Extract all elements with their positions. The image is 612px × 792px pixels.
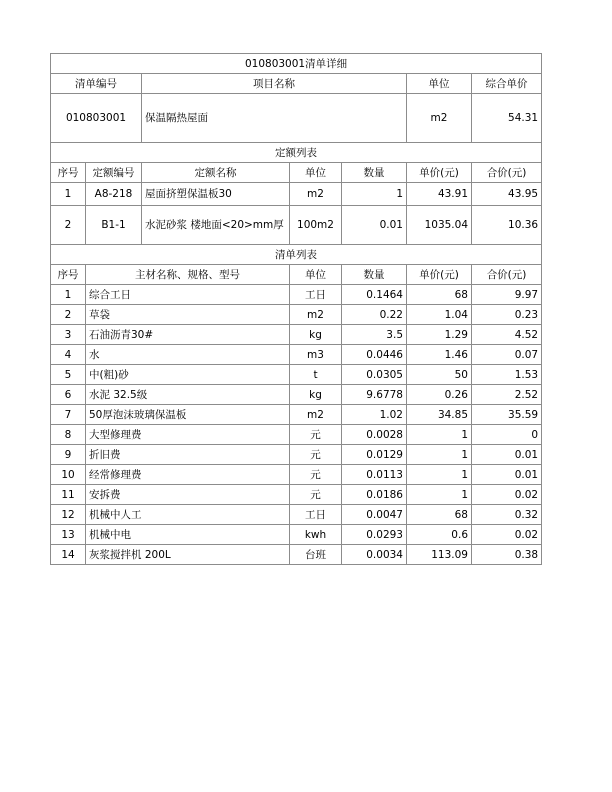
material-seq: 11 — [51, 485, 86, 505]
material-name: 折旧费 — [86, 445, 290, 465]
material-unit-price: 113.09 — [407, 545, 472, 565]
material-seq: 9 — [51, 445, 86, 465]
quota-qty-header: 数量 — [342, 163, 407, 183]
material-row — [51, 545, 542, 565]
list-price-header: 综合单价 — [472, 74, 542, 94]
material-qty: 0.0034 — [342, 545, 407, 565]
material-seq: 1 — [51, 285, 86, 305]
material-name: 草袋 — [86, 305, 290, 325]
material-unit: 元 — [290, 465, 342, 485]
material-unit: 元 — [290, 485, 342, 505]
material-seq: 8 — [51, 425, 86, 445]
material-total: 2.52 — [472, 385, 542, 405]
quota-code-header: 定额编号 — [86, 163, 142, 183]
quota-unit: 100m2 — [290, 206, 342, 245]
quota-section-title: 定额列表 — [51, 143, 542, 163]
material-unit-price: 1.46 — [407, 345, 472, 365]
quota-qty: 0.01 — [342, 206, 407, 245]
material-name: 中(粗)砂 — [86, 365, 290, 385]
material-unit-price: 50 — [407, 365, 472, 385]
list-name-header: 项目名称 — [142, 74, 407, 94]
material-name: 经常修理费 — [86, 465, 290, 485]
list-unit: m2 — [407, 94, 472, 143]
material-unit: kg — [290, 385, 342, 405]
quota-unit: m2 — [290, 183, 342, 206]
material-unit-price: 68 — [407, 285, 472, 305]
material-qty: 0.0186 — [342, 485, 407, 505]
material-row — [51, 305, 542, 325]
material-row — [51, 285, 542, 305]
quota-code: B1-1 — [86, 206, 142, 245]
material-seq: 14 — [51, 545, 86, 565]
material-total-header: 合价(元) — [472, 265, 542, 285]
quota-row — [51, 183, 542, 206]
material-qty: 0.0028 — [342, 425, 407, 445]
material-total: 0.01 — [472, 445, 542, 465]
quota-total: 10.36 — [472, 206, 542, 245]
material-name: 综合工日 — [86, 285, 290, 305]
quota-name: 屋面挤塑保温板30 — [142, 183, 290, 206]
material-qty: 9.6778 — [342, 385, 407, 405]
material-name-header: 主材名称、规格、型号 — [86, 265, 290, 285]
material-unit: m2 — [290, 305, 342, 325]
material-total: 0.02 — [472, 485, 542, 505]
quota-seq: 2 — [51, 206, 86, 245]
detail-table — [50, 53, 542, 565]
material-row — [51, 325, 542, 345]
material-row — [51, 505, 542, 525]
material-total: 9.97 — [472, 285, 542, 305]
material-row — [51, 485, 542, 505]
material-total: 0.32 — [472, 505, 542, 525]
material-seq: 12 — [51, 505, 86, 525]
material-seq: 7 — [51, 405, 86, 425]
material-name: 安拆费 — [86, 485, 290, 505]
material-qty: 0.1464 — [342, 285, 407, 305]
quota-row — [51, 206, 542, 245]
list-name: 保温隔热屋面 — [142, 94, 407, 143]
material-row — [51, 525, 542, 545]
material-unit-header: 单位 — [290, 265, 342, 285]
material-seq-header: 序号 — [51, 265, 86, 285]
quota-unit-header: 单位 — [290, 163, 342, 183]
list-unit-header: 单位 — [407, 74, 472, 94]
material-seq: 3 — [51, 325, 86, 345]
material-row — [51, 385, 542, 405]
material-qty: 0.0293 — [342, 525, 407, 545]
material-qty: 1.02 — [342, 405, 407, 425]
material-unit-price: 1.04 — [407, 305, 472, 325]
material-total: 4.52 — [472, 325, 542, 345]
material-total: 0 — [472, 425, 542, 445]
material-total: 0.07 — [472, 345, 542, 365]
material-unit-price: 68 — [407, 505, 472, 525]
material-unit-price: 1.29 — [407, 325, 472, 345]
material-row — [51, 465, 542, 485]
material-row — [51, 345, 542, 365]
quota-code: A8-218 — [86, 183, 142, 206]
quota-total-header: 合价(元) — [472, 163, 542, 183]
material-qty: 0.0446 — [342, 345, 407, 365]
material-qty: 0.0113 — [342, 465, 407, 485]
material-unit: kg — [290, 325, 342, 345]
material-unit: 元 — [290, 425, 342, 445]
material-seq: 10 — [51, 465, 86, 485]
material-seq: 2 — [51, 305, 86, 325]
quota-unit-price: 1035.04 — [407, 206, 472, 245]
list-code: 010803001 — [51, 94, 142, 143]
material-unit: kwh — [290, 525, 342, 545]
material-unit: t — [290, 365, 342, 385]
material-seq: 6 — [51, 385, 86, 405]
material-seq: 5 — [51, 365, 86, 385]
material-unit: 元 — [290, 445, 342, 465]
list-price: 54.31 — [472, 94, 542, 143]
material-name: 石油沥青30# — [86, 325, 290, 345]
material-unit: 工日 — [290, 285, 342, 305]
material-unit-price: 1 — [407, 465, 472, 485]
quota-seq-header: 序号 — [51, 163, 86, 183]
material-unit-price-header: 单价(元) — [407, 265, 472, 285]
material-total: 0.02 — [472, 525, 542, 545]
material-row — [51, 425, 542, 445]
quota-seq: 1 — [51, 183, 86, 206]
material-unit-price: 1 — [407, 445, 472, 465]
material-qty-header: 数量 — [342, 265, 407, 285]
material-row — [51, 445, 542, 465]
material-row — [51, 365, 542, 385]
material-total: 35.59 — [472, 405, 542, 425]
material-name: 水泥 32.5级 — [86, 385, 290, 405]
material-name: 水 — [86, 345, 290, 365]
material-unit: 工日 — [290, 505, 342, 525]
quota-total: 43.95 — [472, 183, 542, 206]
material-seq: 13 — [51, 525, 86, 545]
quota-qty: 1 — [342, 183, 407, 206]
material-name: 机械中电 — [86, 525, 290, 545]
material-name: 灰浆搅拌机 200L — [86, 545, 290, 565]
material-unit: m2 — [290, 405, 342, 425]
quota-unit-price-header: 单价(元) — [407, 163, 472, 183]
material-qty: 3.5 — [342, 325, 407, 345]
material-seq: 4 — [51, 345, 86, 365]
material-total: 1.53 — [472, 365, 542, 385]
material-unit: m3 — [290, 345, 342, 365]
material-total: 0.38 — [472, 545, 542, 565]
quota-unit-price: 43.91 — [407, 183, 472, 206]
material-total: 0.01 — [472, 465, 542, 485]
material-name: 机械中人工 — [86, 505, 290, 525]
table-title: 010803001清单详细 — [51, 54, 542, 74]
material-section-title: 清单列表 — [51, 245, 542, 265]
material-total: 0.23 — [472, 305, 542, 325]
material-qty: 0.0047 — [342, 505, 407, 525]
quota-name: 水泥砂浆 楼地面<20>mm厚 — [142, 206, 290, 245]
material-unit-price: 1 — [407, 485, 472, 505]
material-name: 50厚泡沫玻璃保温板 — [86, 405, 290, 425]
material-unit-price: 0.6 — [407, 525, 472, 545]
material-qty: 0.0305 — [342, 365, 407, 385]
material-row — [51, 405, 542, 425]
material-qty: 0.22 — [342, 305, 407, 325]
material-unit-price: 34.85 — [407, 405, 472, 425]
material-unit-price: 0.26 — [407, 385, 472, 405]
material-name: 大型修理费 — [86, 425, 290, 445]
quota-name-header: 定额名称 — [142, 163, 290, 183]
material-unit: 台班 — [290, 545, 342, 565]
material-qty: 0.0129 — [342, 445, 407, 465]
list-code-header: 清单编号 — [51, 74, 142, 94]
material-unit-price: 1 — [407, 425, 472, 445]
